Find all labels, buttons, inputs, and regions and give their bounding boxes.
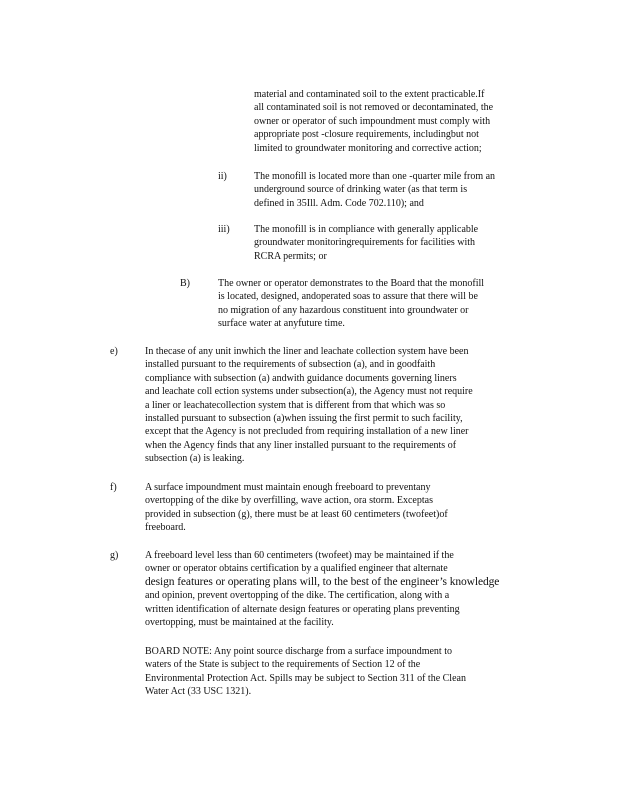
text-line: and opinion, prevent overtopping of the dike. The certification, along with a bbox=[145, 590, 450, 602]
text-line: limited to groundwater monitoring and corrective action; bbox=[254, 142, 482, 154]
text-line: The monofill is located more than one -quarter mile from an bbox=[254, 171, 496, 182]
text-line: owner or operator of such impoundment must comply with bbox=[254, 115, 491, 127]
text-line: installed pursuant to subsection (a)when issuing the first permit to such facility, bbox=[145, 413, 463, 425]
text-line: overtopping of the dike by overfilling, wave action, ora storm. Exceptas bbox=[145, 495, 433, 507]
item-B-text bbox=[218, 277, 534, 331]
item-g-text bbox=[145, 549, 533, 629]
text-line: material and contaminated soil to the extent practicable.If bbox=[254, 89, 485, 100]
text-line: subsection (a) is leaking. bbox=[145, 453, 245, 465]
item-f-text bbox=[145, 481, 533, 535]
text-line: defined in 35Ill. Adm. Code 702.110); and bbox=[254, 197, 424, 209]
text-line: groundwater monitoringrequirements for facilities with bbox=[254, 237, 476, 249]
text-line: when the Agency finds that any liner installed pursuant to the requirements of bbox=[145, 439, 457, 451]
text-line: A freeboard level less than 60 centimeters (twofeet) may be maintained if the bbox=[145, 550, 454, 561]
text-line: RCRA permits; or bbox=[254, 250, 327, 262]
text-line: The monofill is in compliance with generally applicable bbox=[254, 224, 479, 235]
continuation-paragraph bbox=[254, 88, 542, 155]
item-iii-text bbox=[254, 223, 542, 263]
item-iii-label: iii) bbox=[218, 224, 230, 235]
text-line: installed pursuant to the requirements of subsection (a), and in goodfaith bbox=[145, 359, 436, 371]
text-line: BOARD NOTE: Any point source discharge from a surface impoundment to bbox=[145, 646, 452, 657]
item-e-label: e) bbox=[110, 346, 118, 357]
text-line: all contaminated soil is not removed or decontaminated, the bbox=[254, 102, 494, 114]
text-line: compliance with subsection (a) andwith guidance documents governing liners bbox=[145, 372, 457, 384]
text-line: and leachate coll ection systems under subsection(a), the Agency must not require bbox=[145, 386, 473, 398]
text-line: A surface impoundment must maintain enough freeboard to preventany bbox=[145, 482, 431, 493]
text-line: design features or operating plans will, to the best of the engineer’s knowledge bbox=[145, 575, 500, 588]
text-line: no migration of any hazardous constituent into groundwater or bbox=[218, 304, 469, 316]
text-line: waters of the State is subject to the requirements of Section 12 of the bbox=[145, 659, 421, 671]
item-B-label: B) bbox=[180, 278, 190, 289]
text-line: owner or operator obtains certification by a qualified engineer that alternate bbox=[145, 563, 448, 575]
text-line: underground source of drinking water (as that term is bbox=[254, 184, 468, 196]
item-ii-label: ii) bbox=[218, 171, 227, 182]
text-line: surface water at anyfuture time. bbox=[218, 318, 345, 330]
item-e-text bbox=[145, 345, 533, 466]
text-line: is located, designed, andoperated soas to assure that there will be bbox=[218, 291, 478, 303]
item-g-label: g) bbox=[110, 550, 119, 561]
text-line: written identification of alternate design features or operating plans preventing bbox=[145, 603, 460, 615]
text-line: overtopping, must be maintained at the facility. bbox=[145, 617, 334, 629]
text-line: provided in subsection (g), there must be at least 60 centimeters (twofeet)of bbox=[145, 508, 448, 520]
text-line: freeboard. bbox=[145, 522, 186, 534]
text-line: In thecase of any unit inwhich the liner and leachate collection system have been bbox=[145, 346, 469, 357]
text-line: Environmental Protection Act. Spills may be subject to Section 311 of the Clean bbox=[145, 672, 466, 684]
text-line: Water Act (33 USC 1321). bbox=[145, 686, 252, 698]
text-line: a liner or leachatecollection system that is different from that which was so bbox=[145, 399, 446, 411]
item-ii-text bbox=[254, 170, 542, 210]
item-f-label: f) bbox=[110, 482, 117, 493]
text-line: except that the Agency is not precluded from requiring installation of a new liner bbox=[145, 426, 469, 438]
text-line: The owner or operator demonstrates to the Board that the monofill bbox=[218, 278, 485, 289]
text-line: appropriate post -closure requirements, includingbut not bbox=[254, 129, 479, 141]
board-note bbox=[145, 645, 533, 699]
